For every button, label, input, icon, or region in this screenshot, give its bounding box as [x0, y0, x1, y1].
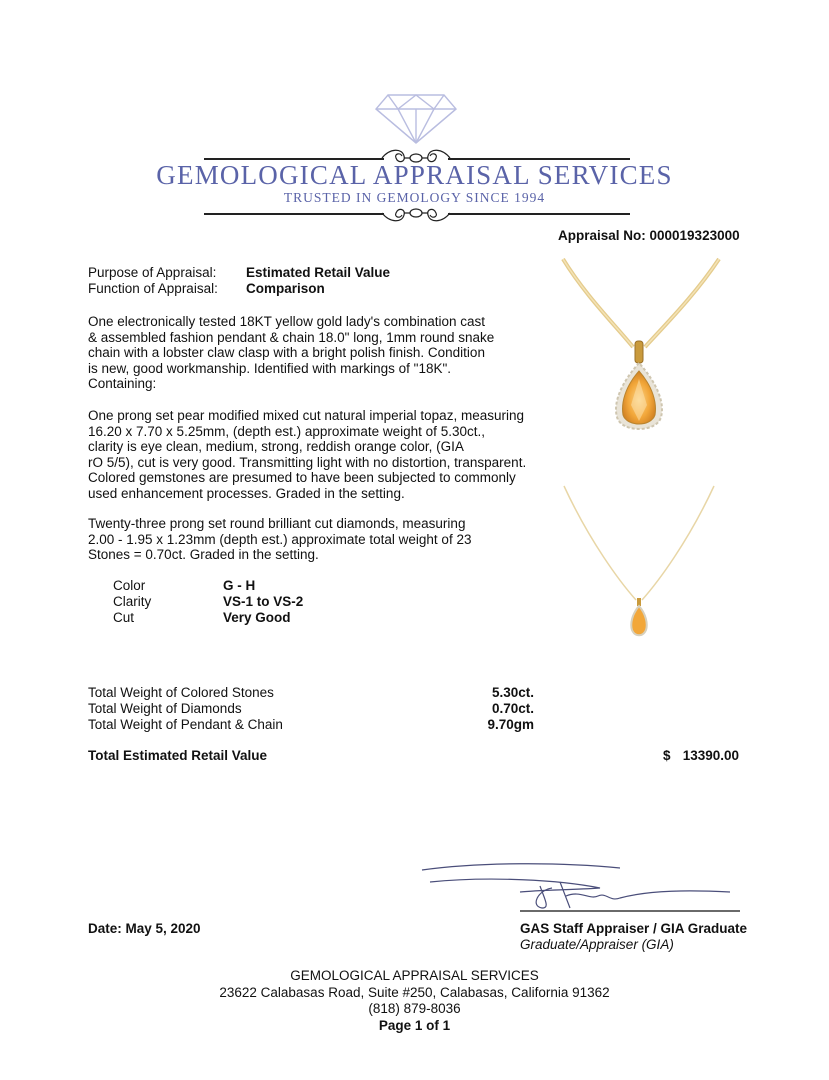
page-number: Page 1 of 1: [378, 1018, 451, 1033]
diamond-description: Twenty-three prong set round brilliant cut diamonds, measuring 2.00 - 1.95 x 1.23mm (depth est.) approximate total weight of 23 Stones = 0.70ct. Graded in the setting.: [88, 516, 472, 563]
topaz-description: One prong set pear modified mixed cut natural imperial topaz, measuring 16.20 x 7.70 x 5.25mm, (depth est.) approximate weight of 5.30ct., clarity is eye clean, medium, strong, reddish orange color, (GIA rO 5/5), cut is very good. Transmitting light with no distortion, transparent. Colored gemstones are presumed to have been subjected to commonly used enhancement processes. Graded in the setting.: [88, 408, 527, 501]
appraiser-signature: [420, 860, 750, 916]
grade-color-label: Color: [113, 578, 146, 593]
function-label: Function of Appraisal:: [88, 281, 218, 296]
total-diamonds-label: Total Weight of Diamonds: [88, 701, 242, 716]
appraisal-number: Appraisal No: 000019323000: [558, 228, 740, 243]
total-colored-stones-value: 5.30ct.: [491, 685, 534, 700]
footer-address: 23622 Calabasas Road, Suite #250, Calabasas, California 91362: [219, 985, 610, 1000]
company-tagline: TRUSTED IN GEMOLOGY SINCE 1994: [283, 190, 546, 205]
grade-cut-label: Cut: [113, 610, 135, 625]
scroll-ornament-bottom-icon: [380, 203, 452, 225]
retail-value-label: Total Estimated Retail Value: [88, 748, 268, 763]
pendant-closeup-image: [555, 255, 725, 445]
total-diamonds-value: 0.70ct.: [491, 701, 534, 716]
grade-color-value: G - H: [223, 578, 256, 593]
grade-clarity-value: VS-1 to VS-2: [223, 594, 304, 609]
diamond-logo-icon: [374, 93, 458, 145]
retail-value-currency: $: [663, 748, 671, 763]
item-description: One electronically tested 18KT yellow gold lady's combination cast & assembled fashion pendant & chain 18.0" long, 1mm round snake chain with a lobster claw clasp with a bright polish finish. Condition is new, good workmanship. Identified with markings of "18K". Containing:: [88, 314, 495, 392]
total-pendant-chain-value: 9.70gm: [487, 717, 534, 732]
footer-company: GEMOLOGICAL APPRAISAL SERVICES: [290, 968, 539, 983]
date: Date: May 5, 2020: [88, 921, 201, 936]
appraiser-title: GAS Staff Appraiser / GIA Graduate: [520, 921, 748, 936]
company-name: GEMOLOGICAL APPRAISAL SERVICES: [156, 160, 673, 190]
total-pendant-chain-label: Total Weight of Pendant & Chain: [88, 717, 283, 732]
total-colored-stones-label: Total Weight of Colored Stones: [88, 685, 274, 700]
function-value: Comparison: [246, 281, 325, 296]
purpose-value: Estimated Retail Value: [246, 265, 391, 280]
retail-value-amount: 13390.00: [682, 748, 739, 763]
header-rule-bottom-right: [448, 213, 630, 215]
purpose-label: Purpose of Appraisal:: [88, 265, 217, 280]
header-rule-bottom-left: [204, 213, 384, 215]
appraiser-subtitle: Graduate/Appraiser (GIA): [520, 937, 674, 952]
grade-clarity-label: Clarity: [113, 594, 152, 609]
grade-cut-value: Very Good: [223, 610, 291, 625]
pendant-full-view-image: [560, 482, 720, 647]
footer-phone: (818) 879-8036: [368, 1001, 461, 1016]
